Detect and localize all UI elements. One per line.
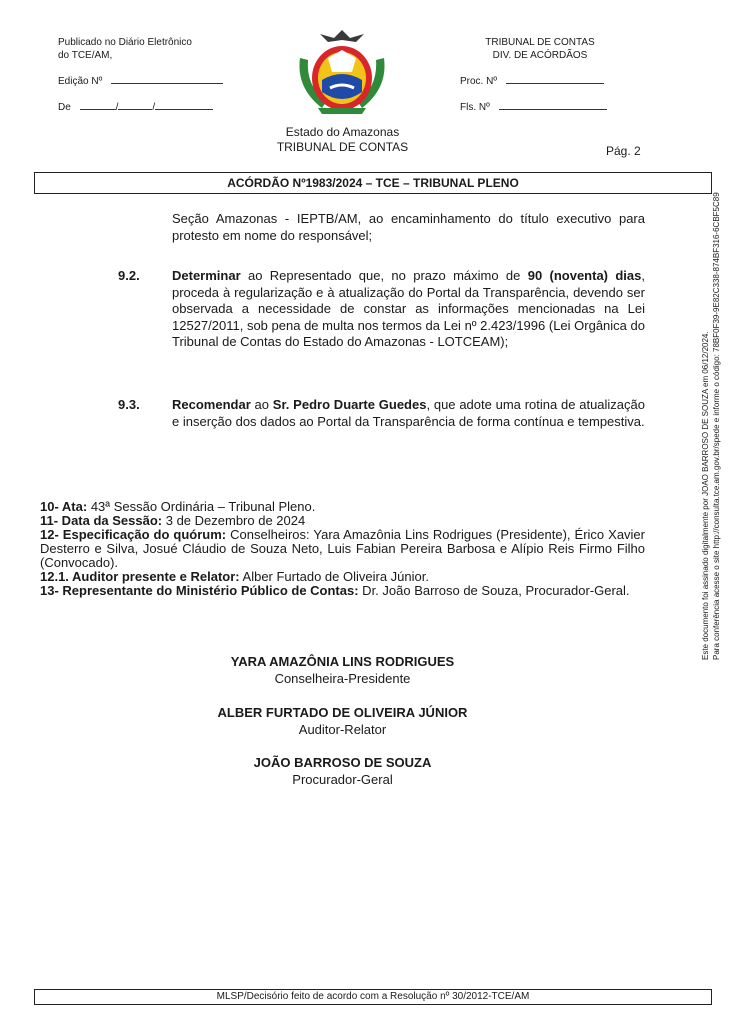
item-9-3-verb: Recomendar — [172, 397, 251, 412]
fls-label: Fls. Nº — [460, 102, 490, 113]
item-9-2-verb: Determinar — [172, 268, 241, 283]
edicao-blank — [111, 73, 223, 84]
digital-signature-line2: Para conferência acesse o site http://consulta.tce.am.gov.br/spede e informe o código: 78BF0F39-9E82C338-874BF316-6CBF5C89 — [712, 192, 721, 660]
edicao-label: Edição Nº — [58, 76, 103, 87]
digital-signature-line1: Este documento foi assinado digitalmente por JOAO BARROSO DE SOUZA em 06/12/2024. — [701, 331, 710, 660]
proc-label: Proc. Nº — [460, 76, 497, 87]
signature-name: ALBER FURTADO DE OLIVEIRA JÚNIOR — [217, 705, 468, 720]
proc-blank — [506, 73, 604, 84]
item-9-2-part-b: , proceda à regularização e à atualização do Portal da Transparência, devendo ser observada a necessidade de constar as informações mencionadas na Lei 12527/2011, sob pena de multa nos termos da Lei nº 2.423/1996 (Lei Orgânica do Tribunal de Contas do Estado do Amazonas - LOTCEAM); — [172, 268, 645, 349]
page-number: Pág. 2 — [606, 144, 641, 158]
division-info — [470, 36, 610, 62]
division-line2: DIV. DE ACÓRDÃOS — [492, 50, 588, 61]
signature-name: YARA AMAZÔNIA LINS RODRIGUES — [230, 654, 455, 669]
item-9-3-part-a: ao — [250, 397, 273, 412]
signature-block — [40, 754, 645, 788]
item-9-3-number: 9.3. — [118, 397, 140, 412]
publication-line1: Publicado no Diário Eletrônico — [58, 37, 192, 48]
date-blank-year — [155, 99, 213, 110]
signature-role: Conselheira-Presidente — [274, 671, 411, 686]
item-9-2-number: 9.2. — [118, 268, 140, 283]
date-blank-day — [80, 99, 116, 110]
footer-note: MLSP/Decisório feito de acordo com a Resolução nº 30/2012-TCE/AM — [34, 989, 712, 1005]
item-11-label: 11- Data da Sessão: — [40, 513, 163, 528]
item-9-3-person: Sr. Pedro Duarte Guedes — [272, 397, 427, 412]
item-9-2-text — [172, 268, 645, 351]
item-13-text: Dr. João Barroso de Souza, Procurador-Geral. — [358, 583, 630, 598]
item-12 — [40, 528, 645, 570]
item-10-text: 43ª Sessão Ordinária – Tribunal Pleno. — [87, 499, 316, 514]
item-12-1 — [40, 570, 645, 584]
date-blank-month — [118, 99, 152, 110]
item-13-label: 13- Representante do Ministério Público de Contas: — [40, 583, 359, 598]
date-label: De — [58, 102, 71, 113]
item-11 — [40, 514, 645, 528]
signature-block — [40, 653, 645, 687]
signature-name: JOÃO BARROSO DE SOUZA — [253, 755, 432, 770]
signature-role: Procurador-Geral — [292, 772, 393, 787]
item-12-1-text: Alber Furtado de Oliveira Júnior. — [239, 569, 429, 584]
item-11-text: 3 de Dezembro de 2024 — [162, 513, 306, 528]
item-10-label: 10- Ata: — [40, 499, 88, 514]
item-12-1-label: 12.1. Auditor presente e Relator: — [40, 569, 240, 584]
proc-field — [460, 73, 604, 88]
item-12-text: Conselheiros: Yara Amazônia Lins Rodrigues (Presidente), Érico Xavier Desterro e Silva, Josué Cláudio de Souza Neto, Luis Fabian Pereira Barbosa e Alípio Reis Firmo Filho (Convocado). — [40, 527, 645, 570]
item-9-3-part-b: , que adote uma rotina de atualização e inserção dos dados ao Portal da Transparência de forma contínua e tempestiva. — [172, 397, 645, 429]
date-field: De / / — [58, 99, 213, 114]
publication-info — [58, 36, 192, 62]
amazonas-coat-of-arms-logo — [292, 28, 392, 116]
item-12-label: 12- Especificação do quórum: — [40, 527, 227, 542]
institution-title — [250, 125, 435, 155]
publication-line2: do TCE/AM, — [58, 50, 113, 61]
item-10 — [40, 500, 645, 514]
continuation-paragraph: Seção Amazonas - IEPTB/AM, ao encaminhamento do título executivo para protesto em nome do responsável; — [172, 211, 645, 243]
item-9-3-text — [172, 397, 645, 430]
state-name: Estado do Amazonas — [285, 125, 400, 139]
fls-field — [460, 99, 607, 114]
signature-block — [40, 704, 645, 738]
session-details — [40, 500, 645, 598]
court-name: TRIBUNAL DE CONTAS — [276, 140, 409, 154]
digital-signature-note — [700, 160, 722, 660]
signature-role: Auditor-Relator — [298, 722, 387, 737]
division-line1: TRIBUNAL DE CONTAS — [485, 37, 595, 48]
document-title: ACÓRDÃO Nº1983/2024 – TCE – TRIBUNAL PLENO — [34, 172, 712, 194]
item-13 — [40, 584, 645, 598]
fls-blank — [499, 99, 607, 110]
edicao-field — [58, 73, 223, 88]
item-9-2-deadline: 90 (noventa) dias — [527, 268, 642, 283]
item-9-2-part-a: ao Representado que, no prazo máximo de — [240, 268, 528, 283]
